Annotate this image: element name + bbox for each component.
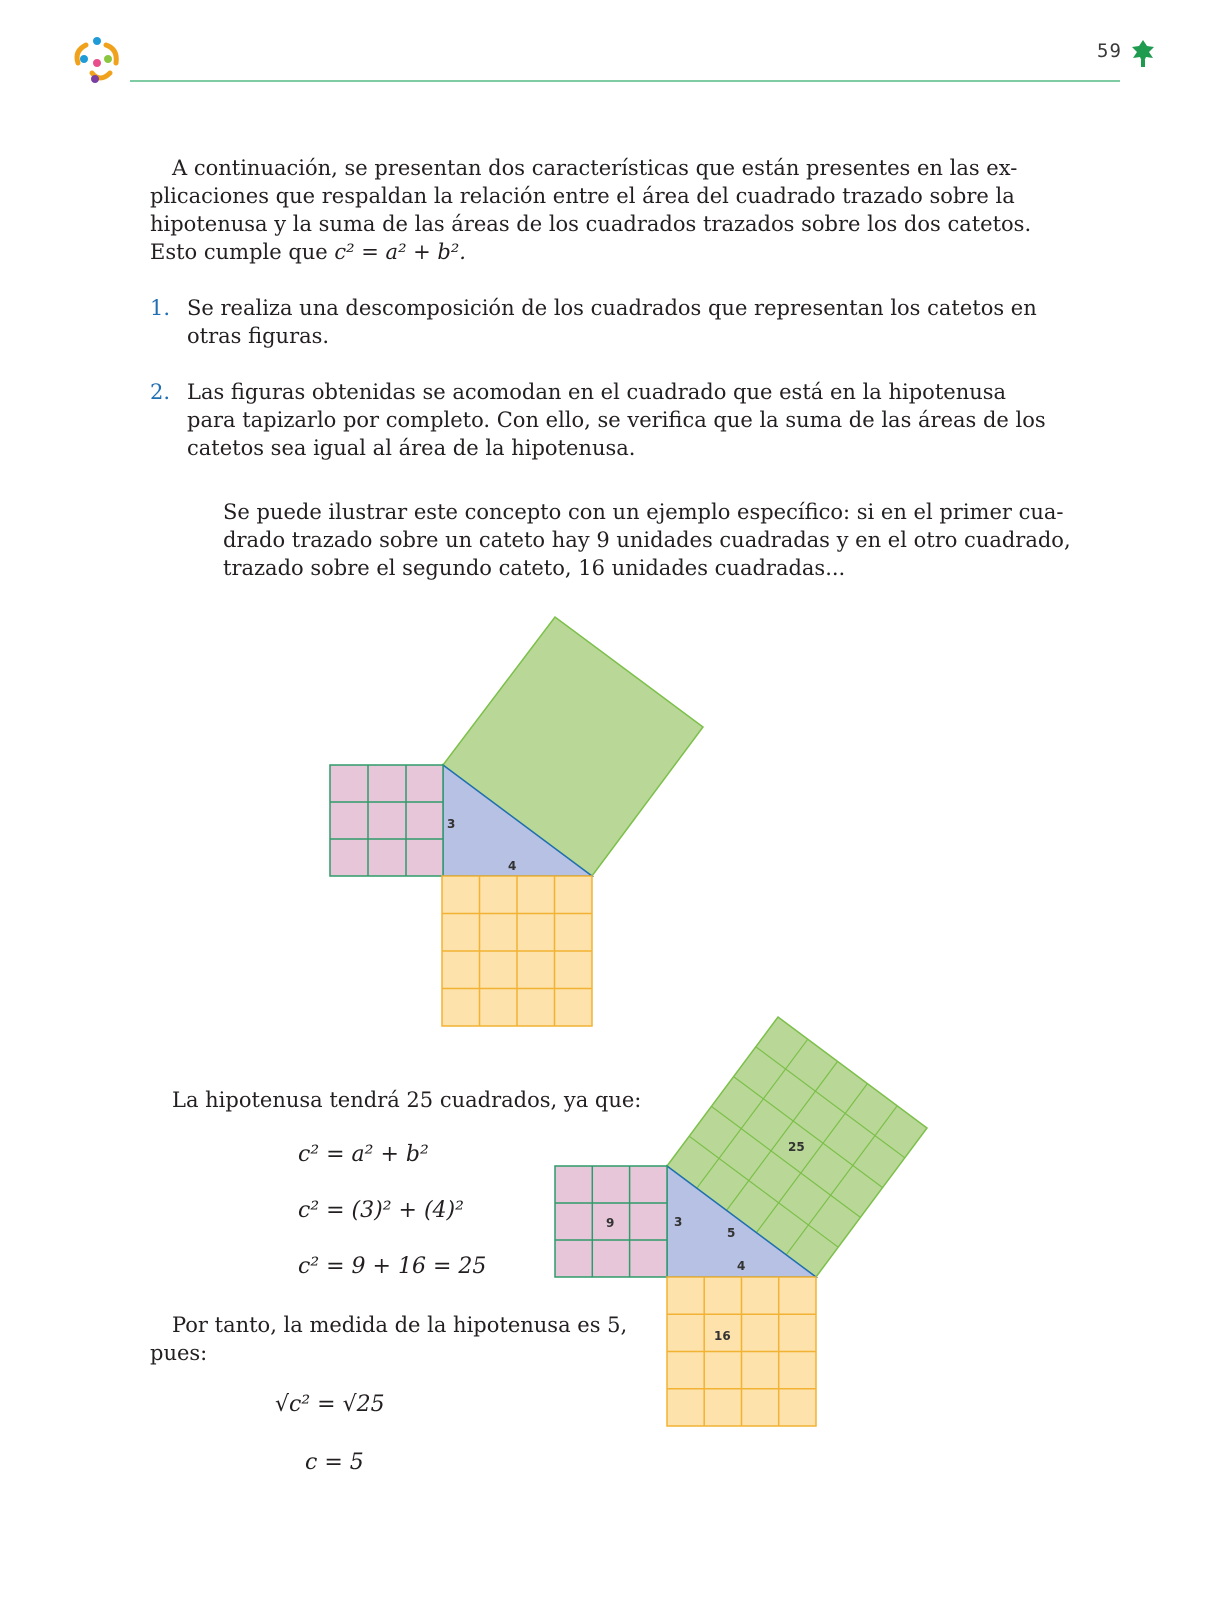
list-1-line-1: Se realiza una descomposición de los cuadrados que representan los catetos en — [187, 296, 1037, 320]
fig2-area-a: 9 — [606, 1216, 615, 1230]
list-2-line-2: para tapizarlo por completo. Con ello, se verifica que la suma de las áreas de los — [187, 408, 1046, 432]
yellow-square-grid — [442, 876, 592, 1026]
fig1-label-a: 3 — [447, 817, 456, 831]
logo-icon — [70, 33, 126, 85]
tree-icon — [1130, 38, 1156, 68]
intro-line-2: plicaciones que respaldan la relación entre el área del cuadrado trazado sobre la — [150, 184, 1015, 208]
page-number: 59 — [1097, 40, 1122, 62]
fig2-area-c: 25 — [788, 1140, 805, 1154]
conclusion-line-2: pues: — [150, 1341, 208, 1365]
equation-2: c² = (3)² + (4)² — [298, 1198, 464, 1223]
intro-line-4-text: Esto cumple que — [150, 240, 328, 264]
list-item-1 — [150, 294, 1037, 350]
intro-line-3: hipotenusa y la suma de las áreas de los cuadrados trazados sobre los dos catetos. — [150, 212, 1032, 236]
pink-square-grid — [330, 765, 443, 876]
example-line-2: drado trazado sobre un cateto hay 9 unidades cuadradas y en el otro cuadrado, — [223, 528, 1071, 552]
intro-line-4 — [150, 238, 885, 266]
fig2-label-b: 4 — [737, 1259, 746, 1273]
pythagoras-figure-2 — [548, 1010, 938, 1435]
pythagoras-figure-1 — [320, 605, 720, 1035]
fig1-label-b: 4 — [508, 859, 517, 873]
hypotenuse-text: La hipotenusa tendrá 25 cuadrados, ya que: — [172, 1088, 642, 1112]
yellow-square-grid — [667, 1277, 816, 1426]
fig2-label-c: 5 — [727, 1226, 736, 1240]
list-1-line-2: otras figuras. — [187, 324, 330, 348]
fig2-label-a: 3 — [674, 1215, 683, 1229]
example-paragraph — [223, 498, 1071, 582]
header-divider — [130, 80, 1120, 82]
list-item-2 — [150, 378, 1046, 462]
list-2-line-3: catetos sea igual al área de la hipotenusa. — [187, 436, 636, 460]
fig2-area-b: 16 — [714, 1329, 731, 1343]
example-line-3: trazado sobre el segundo cateto, 16 unidades cuadradas... — [223, 556, 846, 580]
conclusion-paragraph — [150, 1311, 628, 1367]
result-equation: c = 5 — [305, 1450, 364, 1475]
equation-3: c² = 9 + 16 = 25 — [298, 1254, 487, 1279]
conclusion-line-1: Por tanto, la medida de la hipotenusa es 5, — [172, 1313, 628, 1337]
intro-line-1: A continuación, se presentan dos características que están presentes en las ex- — [172, 156, 1018, 180]
list-marker-1: 1. — [150, 296, 171, 320]
equation-1: c² = a² + b² — [298, 1142, 429, 1167]
intro-paragraph — [150, 154, 1032, 266]
example-line-1: Se puede ilustrar este concepto con un ejemplo específico: si en el primer cua- — [223, 500, 1064, 524]
list-marker-2: 2. — [150, 380, 171, 404]
root-equation: √c² = √25 — [275, 1392, 385, 1417]
intro-formula: c² = a² + b². — [334, 240, 466, 264]
list-2-line-1: Las figuras obtenidas se acomodan en el cuadrado que está en la hipotenusa — [187, 380, 1007, 404]
